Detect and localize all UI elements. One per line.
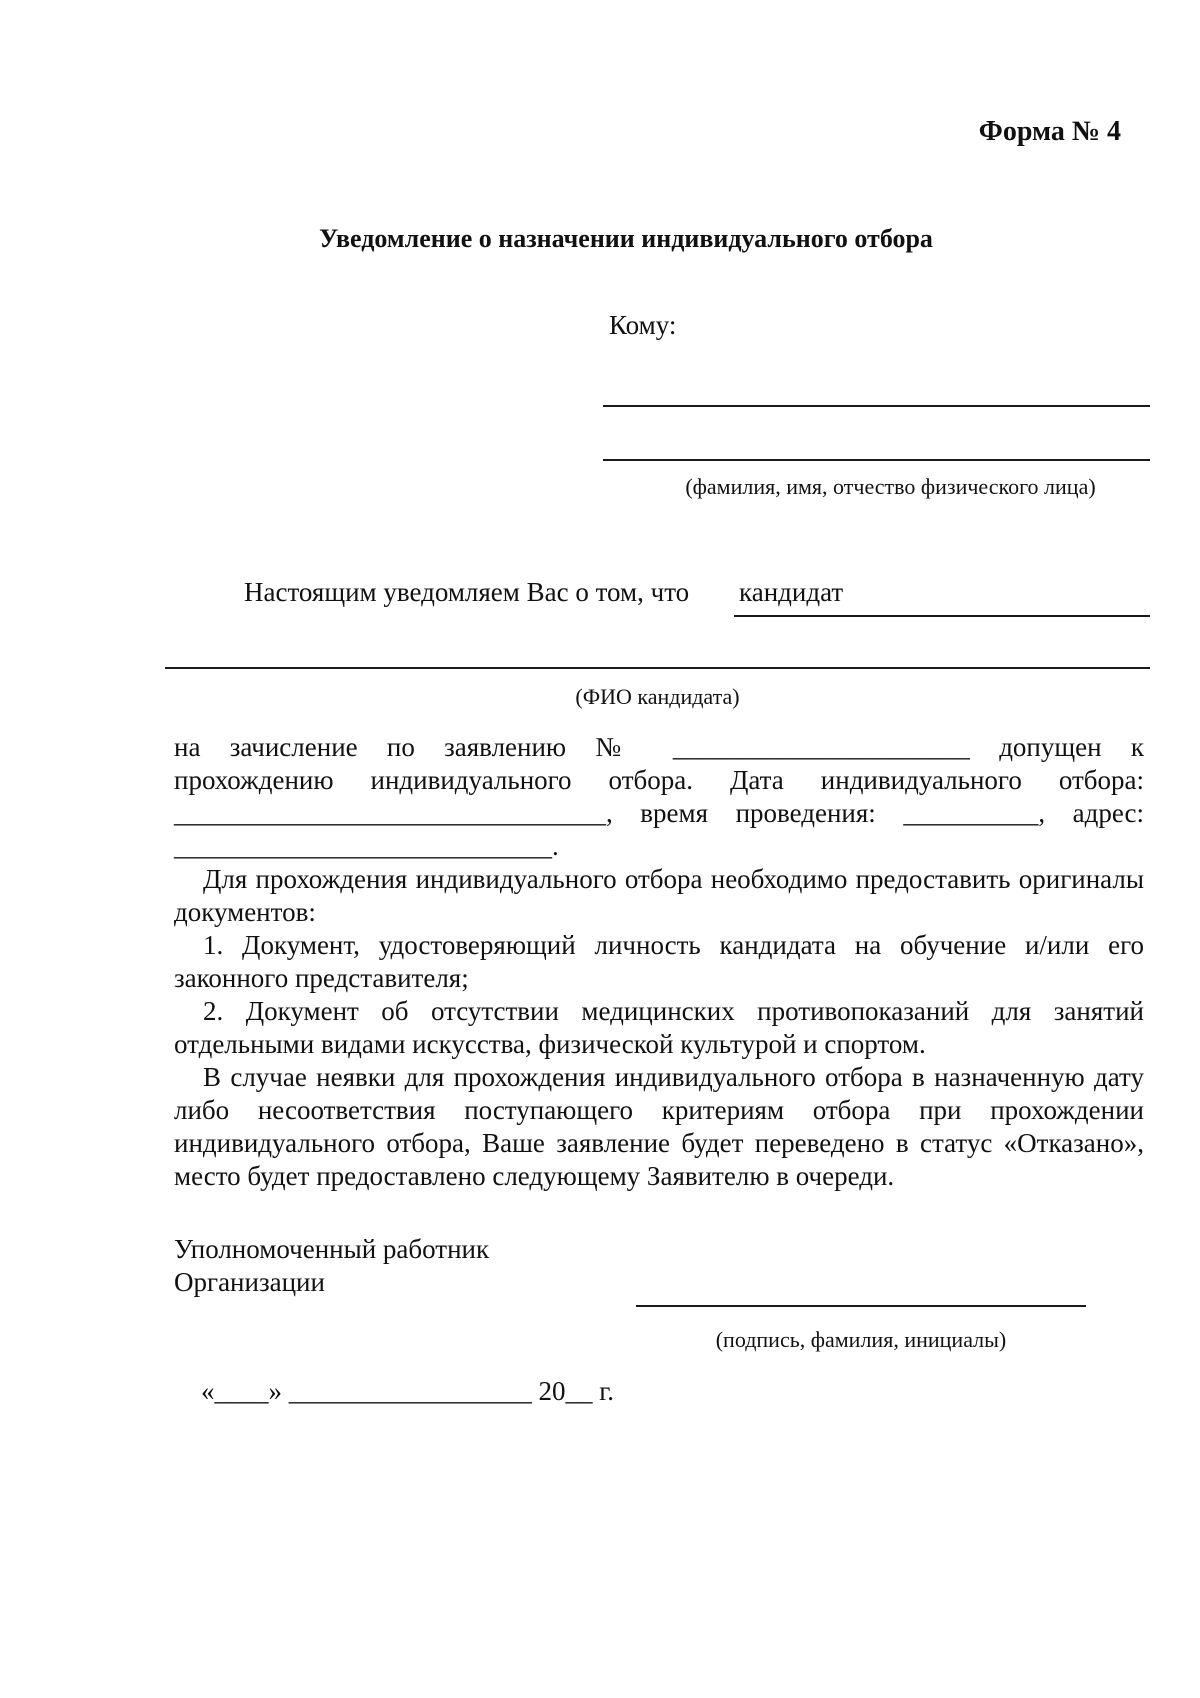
recipient-line-2 xyxy=(603,459,1150,461)
candidate-line-full xyxy=(165,667,1150,669)
signatory-organization: Организации xyxy=(174,1267,325,1297)
signature-line xyxy=(636,1305,1086,1307)
form-number: Форма № 4 xyxy=(978,116,1121,147)
notice-line-1: на зачисление по заявлению № ______________________ допущен к xyxy=(174,732,1144,762)
signatory-block xyxy=(174,1233,489,1299)
recipient-caption: (фамилия, имя, отчество физического лица) xyxy=(685,474,1096,499)
notice-body xyxy=(174,731,1144,1193)
recipient-line-1 xyxy=(603,405,1150,407)
documents-paragraph: Для прохождения индивидуального отбора необходимо предоставить оригиналы документов: xyxy=(174,864,1144,927)
document-item-1: 1. Документ, удостоверяющий личность кандидата на обучение и/или его законного представителя; xyxy=(174,930,1144,993)
notice-line-3: ________________________________, время проведения: __________, адрес: xyxy=(174,798,1144,828)
signature-caption: (подпись, фамилия, инициалы) xyxy=(715,1327,1007,1352)
absence-paragraph: В случае неявки для прохождения индивидуального отбора в назначенную дату либо несоответствия поступающего критериям отбора при прохождении индивидуального отбора, Ваше заявление будет переведено в статус «Отказано», место будет предоставлено следующему Заявителю в очереди. xyxy=(174,1062,1144,1191)
notice-line-2: прохождению индивидуального отбора. Дата индивидуального отбора: xyxy=(174,765,1144,795)
document-title: Уведомление о назначении индивидуального отбора xyxy=(319,224,933,253)
date-line: «____» __________________ 20__ г. xyxy=(201,1376,615,1406)
document-item-2: 2. Документ об отсутствии медицинских противопоказаний для занятий отдельными видами искусства, физической культурой и спортом. xyxy=(174,996,1144,1059)
recipient-label: Кому: xyxy=(609,310,677,340)
notice-intro: Настоящим уведомляем Вас о том, что xyxy=(244,577,690,607)
candidate-caption: (ФИО кандидата) xyxy=(575,684,740,709)
candidate-word: кандидат xyxy=(739,577,844,607)
candidate-line-inline xyxy=(734,615,1150,617)
notice-line-4: ____________________________. xyxy=(174,831,559,861)
signatory-title: Уполномоченный работник xyxy=(174,1234,490,1264)
